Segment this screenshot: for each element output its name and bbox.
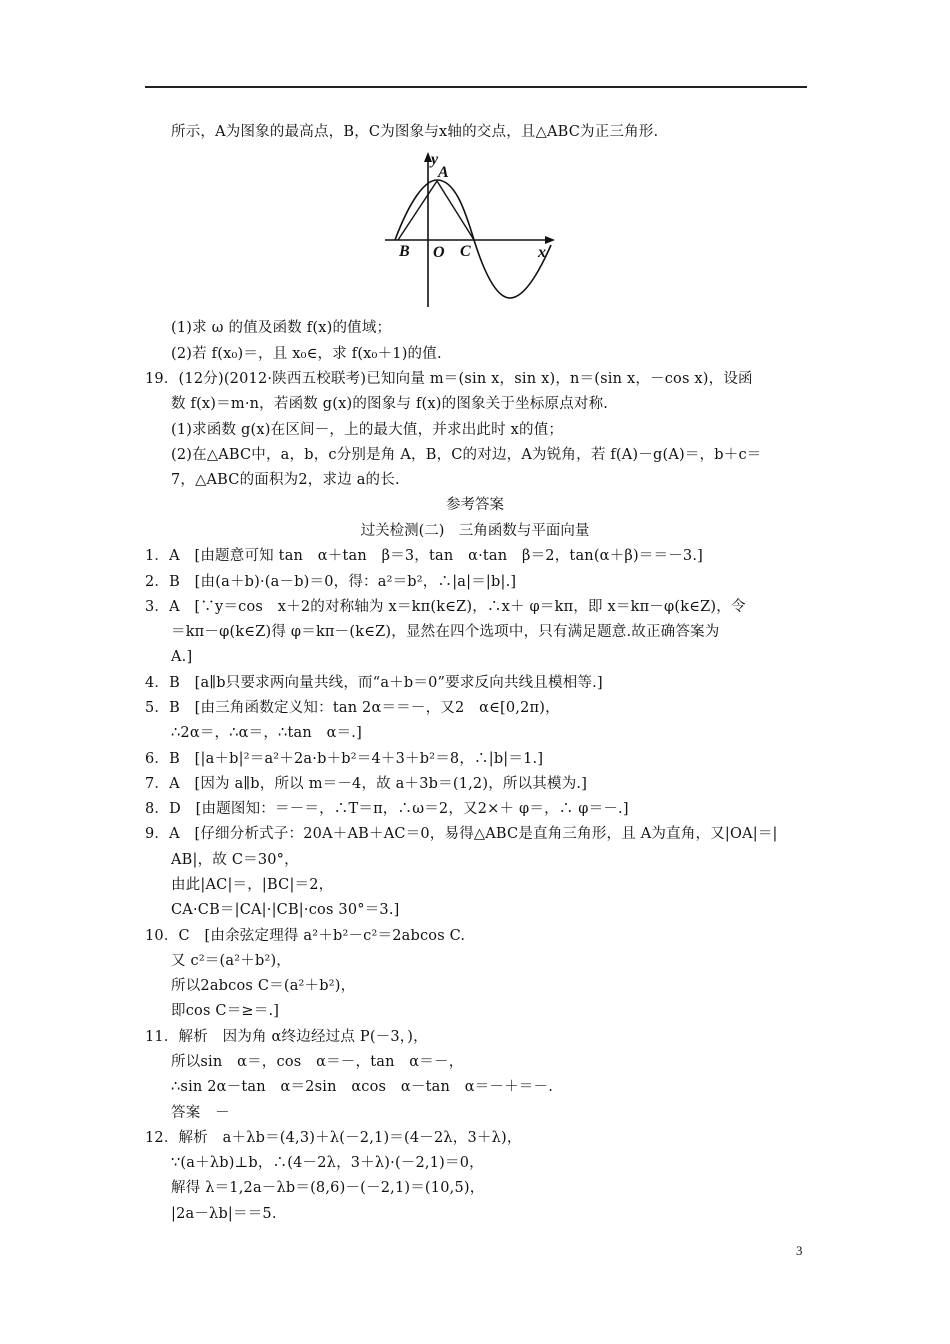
label-b: B — [399, 243, 410, 260]
answer-9-line-1: 9．A [仔细分析式子：20A＋AB＋AC＝0，易得△ABC是直角三角形，且 A为直角，又|OA|＝| — [145, 826, 778, 842]
answer-5-line-1: 5．B [由三角函数定义知：tan 2α＝＝－，又2 α∈[0,2π)， — [145, 700, 560, 716]
answer-9-line-2: AB|，故 C＝30°， — [171, 852, 299, 868]
answer-3-line-2: ＝kπ－φ(k∈Z)得 φ＝kπ－(k∈Z)，显然在四个选项中，只有满足题意.故正确答案为 — [171, 624, 720, 640]
answer-11-line-1: 11．解析 因为角 α终边经过点 P(－3，)， — [145, 1029, 428, 1045]
problem-19-line-2: 数 f(x)＝m·n，若函数 g(x)的图象与 f(x)的图象关于坐标原点对称. — [171, 396, 609, 412]
problem-19-line-1: 19．(12分)(2012·陕西五校联考)已知向量 m＝(sin x，sin x)，n＝(sin x，－cos x)，设函 — [145, 371, 753, 387]
answer-12-line-4: |2a－λb|＝＝5. — [171, 1206, 277, 1222]
label-x: x — [538, 244, 546, 261]
answer-6: 6．B [|a＋b|²＝a²＋2a·b＋b²＝4＋3＋b²＝8，∴|b|＝1.] — [145, 751, 544, 767]
page-number: 3 — [796, 1243, 803, 1258]
sine-graph-figure — [385, 150, 565, 310]
answer-8: 8．D [由题图知：＝－＝，∴T＝π，∴ω＝2，又2×＋ φ＝，∴ φ＝－.] — [145, 801, 629, 817]
side-ac — [437, 181, 474, 240]
problem-18-part-1: (1)求 ω 的值及函数 f(x)的值域； — [171, 320, 392, 336]
header-rule — [145, 86, 807, 88]
answer-12-line-3: 解得 λ＝1,2a－λb＝(8,6)－(－2,1)＝(10,5)， — [171, 1180, 485, 1196]
label-a: A — [438, 164, 449, 181]
answer-9-line-4: CA·CB＝|CA|·|CB|·cos 30°＝3.] — [171, 902, 400, 918]
problem-18-intro: 所示，A为图象的最高点，B，C为图象与x轴的交点，且△ABC为正三角形. — [171, 124, 659, 140]
label-o: O — [433, 244, 445, 261]
answer-9-line-3: 由此|AC|＝，|BC|＝2， — [171, 877, 334, 893]
problem-18-part-2: (2)若 f(x₀)＝，且 x₀∈，求 f(x₀＋1)的值. — [171, 346, 442, 362]
answer-2: 2．B [由(a＋b)·(a－b)＝0，得：a²＝b²，∴|a|＝|b|.] — [145, 574, 517, 590]
answer-4: 4．B [a∥b只要求两向量共线，而“a＋b＝0”要求反向共线且模相等.] — [145, 675, 603, 691]
answer-subtitle: 过关检测(二) 三角函数与平面向量 — [360, 523, 590, 539]
answer-section-title: 参考答案 — [446, 497, 504, 513]
answer-7: 7．A [因为 a∥b，所以 m＝－4，故 a＋3b＝(1,2)，所以其模为.] — [145, 776, 588, 792]
answer-5-line-2: ∴2α＝，∴α＝，∴tan α＝.] — [171, 725, 362, 741]
x-axis-arrow — [545, 236, 555, 244]
problem-19-part-2: (2)在△ABC中，a，b，c分别是角 A，B，C的对边，A为锐角，若 f(A)－g(A)＝，b＋c＝ — [171, 447, 762, 463]
answer-11-line-2: 所以sin α＝，cos α＝－，tan α＝－， — [171, 1054, 464, 1070]
problem-19-part-1: (1)求函数 g(x)在区间－，上的最大值，并求出此时 x的值； — [171, 422, 564, 438]
side-ab — [398, 181, 437, 240]
answer-3-line-1: 3．A [∵y＝cos x＋2的对称轴为 x＝kπ(k∈Z)，∴x＋ φ＝kπ，即 x＝kπ－φ(k∈Z)，令 — [145, 599, 746, 615]
answer-11-line-3: ∴sin 2α－tan α＝2sin αcos α－tan α＝－＋＝－. — [171, 1079, 553, 1095]
answer-12-line-1: 12．解析 a＋λb＝(4,3)＋λ(－2,1)＝(4－2λ，3＋λ)， — [145, 1130, 522, 1146]
answer-10-line-4: 即cos C＝≥＝.] — [171, 1003, 280, 1019]
label-y: y — [431, 151, 439, 168]
answer-11-result: 答案 － — [171, 1105, 230, 1121]
label-c: C — [460, 243, 471, 260]
answer-10-line-3: 所以2abcos C＝(a²＋b²)， — [171, 978, 356, 994]
answer-10-line-2: 又 c²＝(a²＋b²)， — [171, 953, 292, 969]
answer-12-line-2: ∵(a＋λb)⊥b，∴(4－2λ，3＋λ)·(－2,1)＝0， — [171, 1155, 484, 1171]
problem-19-part-2-cont: 7，△ABC的面积为2，求边 a的长. — [171, 472, 400, 488]
answer-1: 1．A [由题意可知 tan α＋tan β＝3，tan α·tan β＝2，tan(α＋β)＝＝－3.] — [145, 548, 704, 564]
answer-3-line-3: A.] — [171, 649, 193, 665]
answer-10-line-1: 10．C [由余弦定理得 a²＋b²－c²＝2abcos C. — [145, 928, 466, 944]
